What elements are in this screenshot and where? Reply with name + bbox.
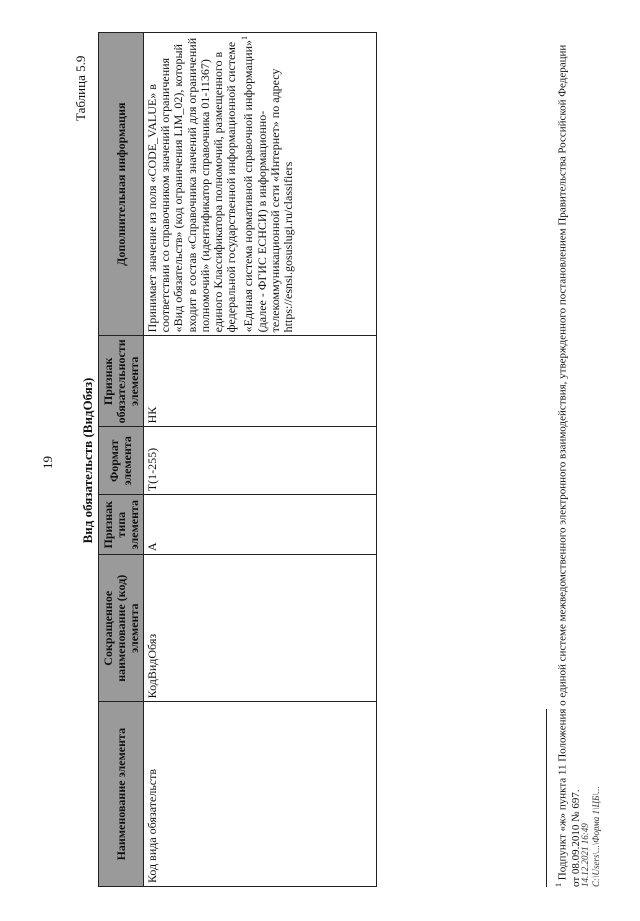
page-number: 19 <box>40 456 55 469</box>
cell-type: А <box>144 495 377 555</box>
cell-required: НК <box>144 336 377 427</box>
cell-name: Код вида обязательств <box>144 702 377 887</box>
document-stamp <box>580 786 602 887</box>
footnote-marker: 1 <box>554 883 563 887</box>
footnote-ref: 1 <box>240 36 250 40</box>
table-number: Таблица 5.9 <box>73 55 88 121</box>
header-cell: Признак типа элемента <box>99 495 144 555</box>
cell-code: КодВидОбяз <box>144 555 377 702</box>
cell-info <box>144 33 377 336</box>
table-header-row <box>99 33 144 887</box>
stamp-date: 14.12.2021 16:49 <box>580 823 590 887</box>
footnote-divider <box>546 709 547 887</box>
table-row <box>144 33 377 887</box>
header-cell: Сокращенное наименование (код) элемента <box>99 555 144 702</box>
footnote-text: Подпункт «ж» пункта 11 Положения о единой системе межведомственного электронного взаимодействия, утвержденного постановлением Правительства Российской Федерации от 08.09.2010 № 697. <box>556 44 582 887</box>
header-cell: Формат элемента <box>99 427 144 495</box>
stamp-path: С:\Users\...\Форма 1\ЦБ\... <box>591 786 601 887</box>
info-text-part1: Принимает значение из поля «CODE_VALUE» в соответствии со справочником значений ограничения «Вид обязательств» (код ограничения LIM_02), который входит в состав «Справочника значений для ограничений полномочий» (идентификатор справочника 01-11367) единого Классификатора полномочий, размещенного в федеральной государственной информационной системе «Единая система нормативной справочной информации» <box>145 37 256 333</box>
table-caption: Вид обязательств (ВидОбяз) <box>80 377 95 544</box>
header-cell: Признак обязательности элемента <box>99 336 144 427</box>
info-text-part2: (далее - ФГИС ЕСНСИ) в информационно-телекоммуникационной сети «Интернет» по адресу https://esnsi.gosuslugi.ru/classifiers <box>254 68 296 333</box>
header-cell: Наименование элемента <box>99 702 144 887</box>
cell-format: T(1-255) <box>144 427 377 495</box>
header-cell: Дополнительная информация <box>99 33 144 336</box>
footnote <box>552 37 583 887</box>
spec-table <box>98 32 377 887</box>
